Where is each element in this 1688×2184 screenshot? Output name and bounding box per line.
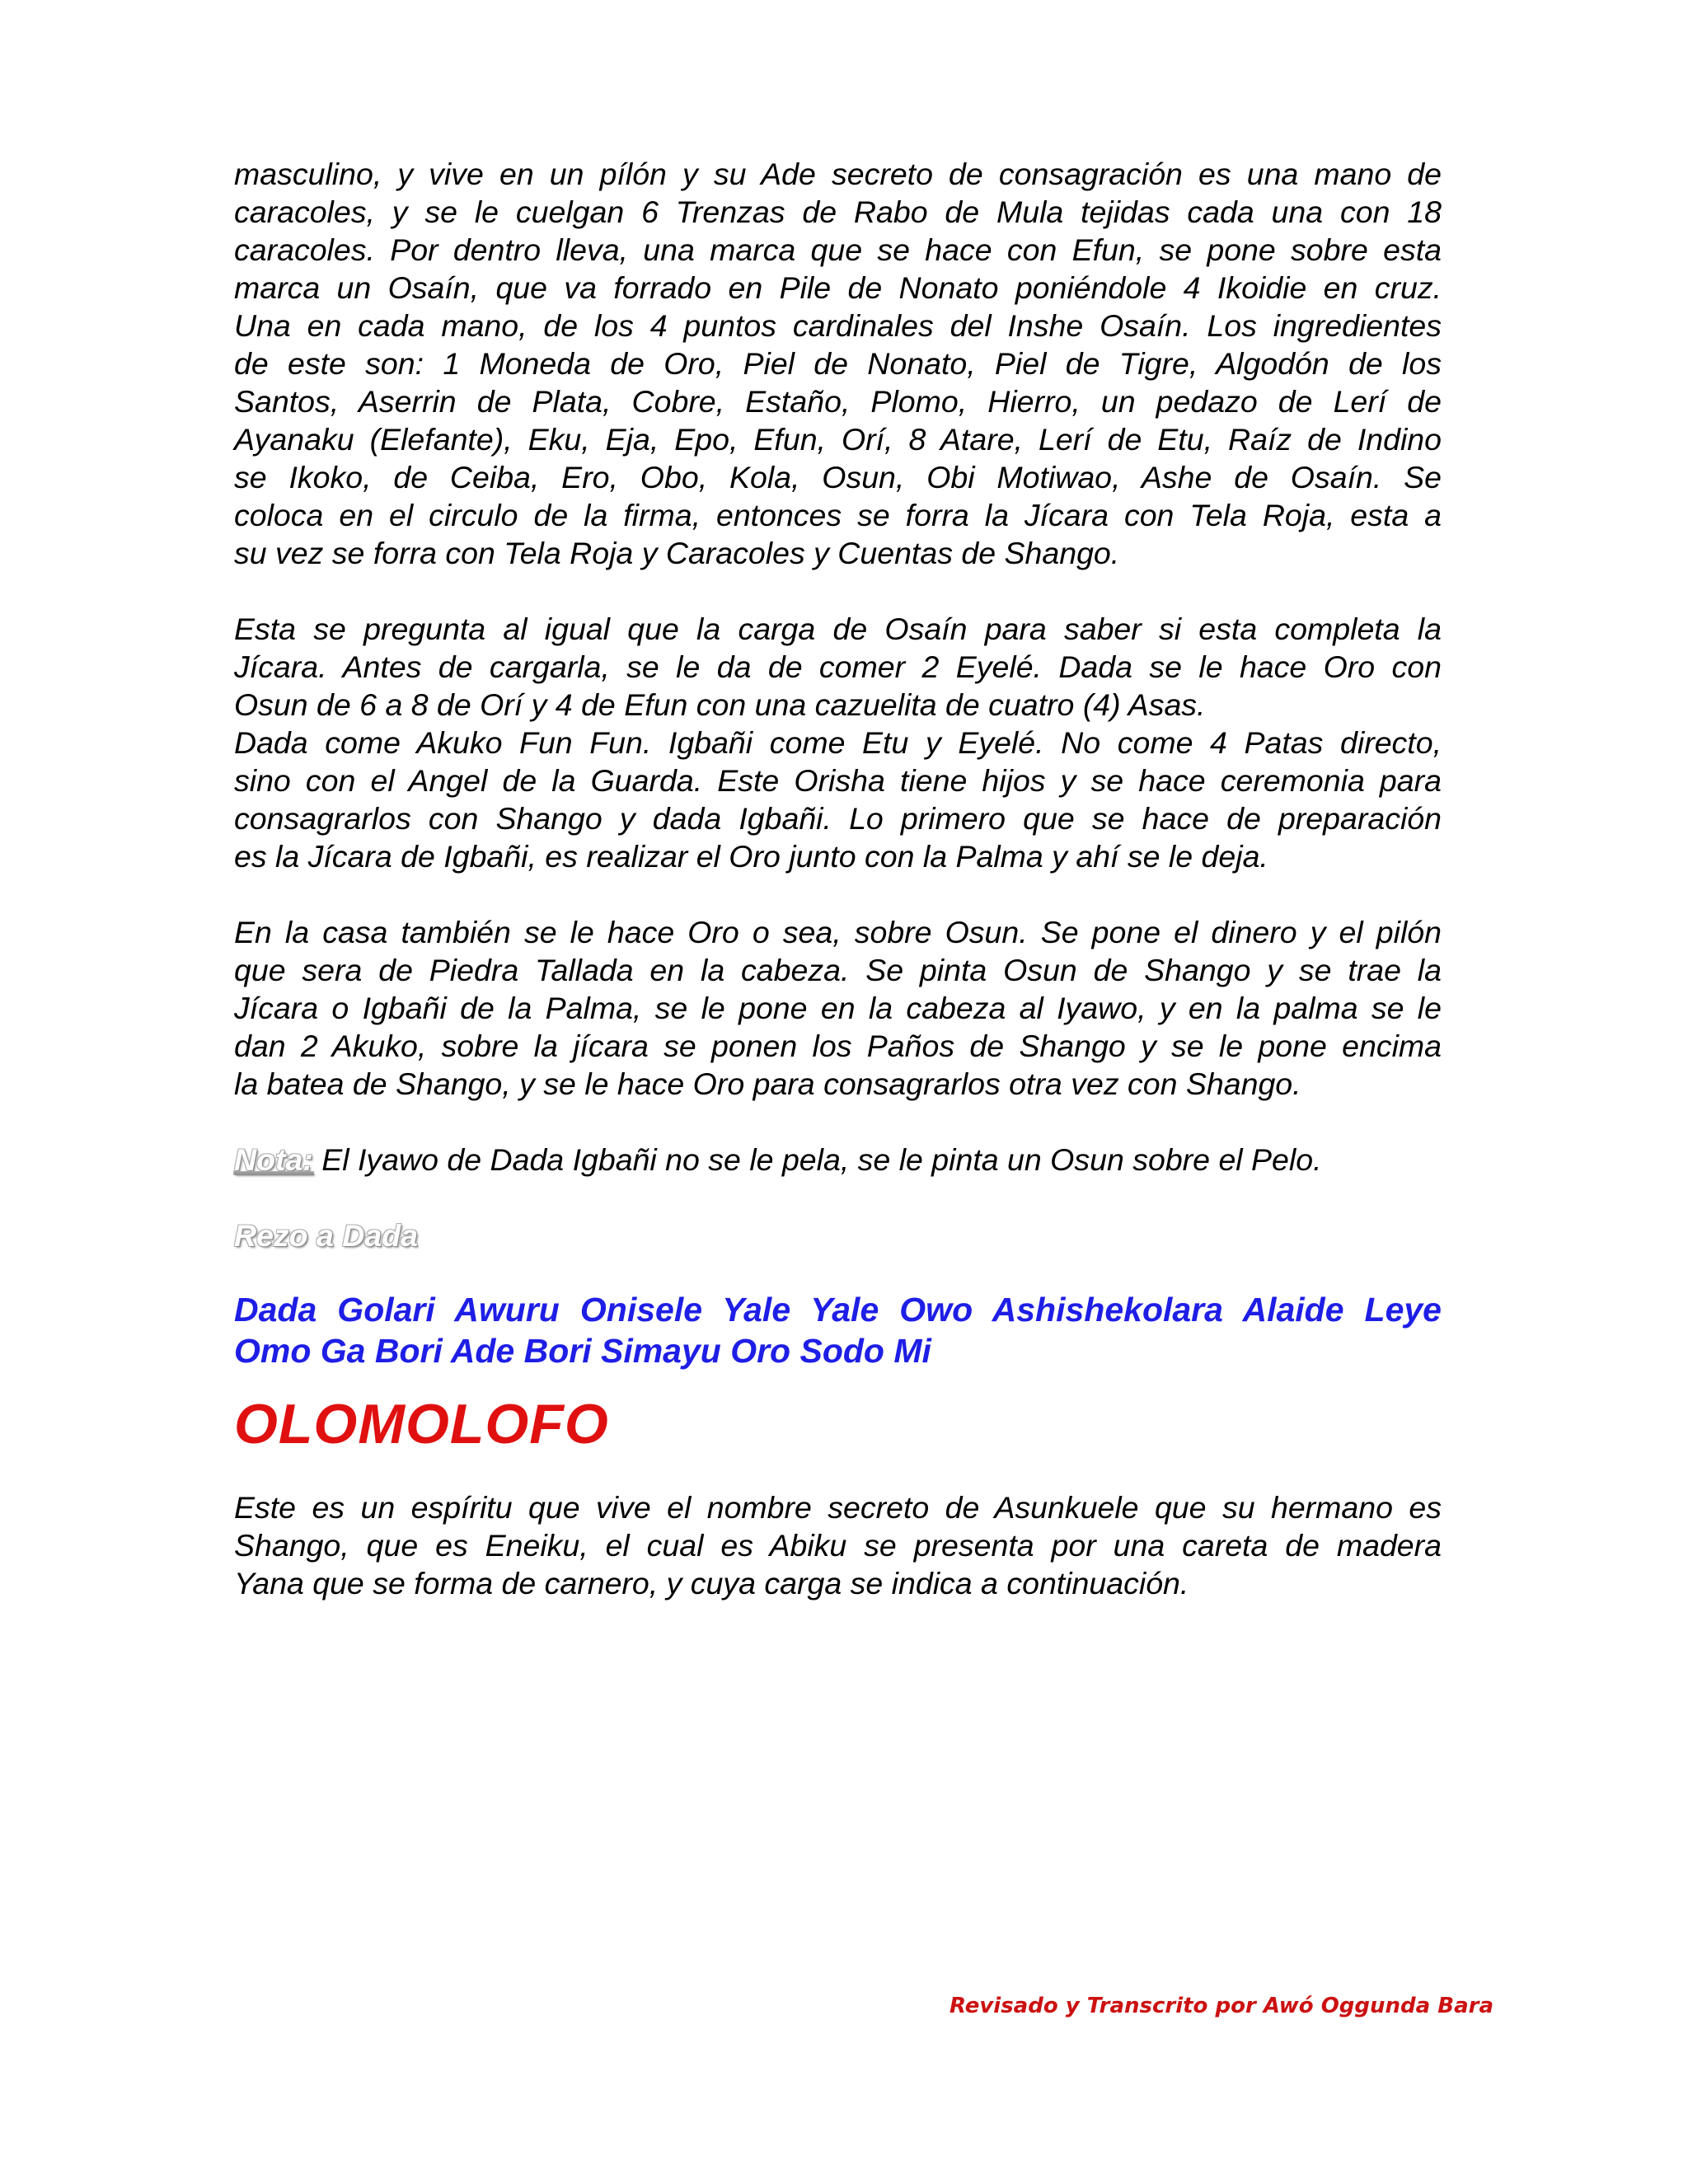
text-line: marca un Osaín, que va forrado en Pile de Nonato poniéndole 4 Ikoidie en cruz. (234, 270, 1442, 305)
paragraph-spacer (234, 875, 1442, 913)
text-line: Una en cada mano, de los 4 puntos cardinales del Inshe Osaín. Los ingredientes (234, 308, 1442, 343)
rezo-line: Omo Ga Bori Ade Bori Simayu Oro Sodo Mi (234, 1332, 931, 1370)
paragraph-spacer (234, 1103, 1442, 1141)
text-line: que sera de Piedra Tallada en la cabeza. Se pinta Osun de Shango y se trae la (234, 953, 1442, 987)
text-line: Ayanaku (Elefante), Eku, Eja, Epo, Efun, Orí, 8 Atare, Lerí de Etu, Raíz de Indino (234, 422, 1442, 457)
text-line: Yana que se forma de carnero, y cuya carga se indica a continuación. (234, 1566, 1189, 1601)
paragraph-spacer (234, 1179, 1442, 1216)
text-line: masculino, y vive en un pílón y su Ade secreto de consagración es una mano de (234, 157, 1442, 191)
text-line: es la Jícara de Igbañi, es realizar el Oro junto con la Palma y ahí se le deja. (234, 839, 1268, 874)
text-line: dan 2 Akuko, sobre la jícara se ponen los Paños de Shango y se le pone encima (234, 1029, 1442, 1063)
text-line: En la casa también se le hace Oro o sea, sobre Osun. Se pone el dinero y el pilón (234, 915, 1442, 949)
paragraph-spacer (234, 1254, 1442, 1289)
note-label: Nota: (234, 1142, 313, 1177)
text-line: de este son: 1 Moneda de Oro, Piel de Nonato, Piel de Tigre, Algodón de los (234, 346, 1442, 381)
text-line: sino con el Angel de la Guarda. Este Orisha tiene hijos y se hace ceremonia para (234, 763, 1442, 798)
text-line: consagrarlos con Shango y dada Igbañi. Lo primero que se hace de preparación (234, 801, 1442, 836)
paragraph-olomolofo (234, 1488, 1442, 1602)
rezo-line: Dada Golari Awuru Onisele Yale Yale Owo Ashishekolara Alaide Leye (234, 1291, 1442, 1329)
text-line: Osun de 6 a 8 de Orí y 4 de Efun con una cazuelita de cuatro (4) Asas. (234, 687, 1206, 722)
note-text: El Iyawo de Dada Igbañi no se le pela, se le pinta un Osun sobre el Pelo. (312, 1142, 1322, 1177)
rezo-title: Rezo a Dada (234, 1218, 418, 1253)
paragraph-casa (234, 913, 1442, 1103)
page-content (234, 155, 1442, 1602)
text-line: caracoles, y se le cuelgan 6 Trenzas de Rabo de Mula tejidas cada una con 18 (234, 194, 1442, 229)
text-line: Santos, Aserrin de Plata, Cobre, Estaño, Plomo, Hierro, un pedazo de Lerí de (234, 384, 1442, 419)
footer-credit: Revisado y Transcrito por Awó Oggunda Bara (949, 1994, 1493, 2018)
paragraph-pregunta (234, 610, 1442, 875)
rezo-text (234, 1289, 1442, 1371)
text-line: Esta se pregunta al igual que la carga de Osaín para saber si esta completa la (234, 612, 1442, 646)
paragraph-spacer (234, 1371, 1442, 1391)
text-line: caracoles. Por dentro lleva, una marca que se hace con Efun, se pone sobre esta (234, 232, 1442, 267)
paragraph-spacer (234, 1457, 1442, 1488)
text-line: Jícara o Igbañi de la Palma, se le pone en la cabeza al Iyawo, y en la palma se le (234, 991, 1442, 1025)
text-line: la batea de Shango, y se le hace Oro para consagrarlos otra vez con Shango. (234, 1066, 1301, 1101)
text-line: se Ikoko, de Ceiba, Ero, Obo, Kola, Osun, Obi Motiwao, Ashe de Osaín. Se (234, 460, 1442, 494)
section-heading: OLOMOLOFO (234, 1393, 609, 1455)
text-line: su vez se forra con Tela Roja y Caracoles y Cuentas de Shango. (234, 536, 1120, 570)
text-line: coloca en el circulo de la firma, entonces se forra la Jícara con Tela Roja, esta a (234, 498, 1442, 532)
paragraph-spacer (234, 572, 1442, 610)
text-line: Este es un espíritu que vive el nombre secreto de Asunkuele que su hermano es (234, 1490, 1442, 1525)
text-line: Jícara. Antes de cargarla, se le da de comer 2 Eyelé. Dada se le hace Oro con (234, 649, 1442, 684)
note-paragraph (234, 1141, 1442, 1179)
paragraph-carga (234, 155, 1442, 572)
text-line: Shango, que es Eneiku, el cual es Abiku se presenta por una careta de madera (234, 1528, 1442, 1563)
text-line: Dada come Akuko Fun Fun. Igbañi come Etu y Eyelé. No come 4 Patas directo, (234, 725, 1442, 760)
